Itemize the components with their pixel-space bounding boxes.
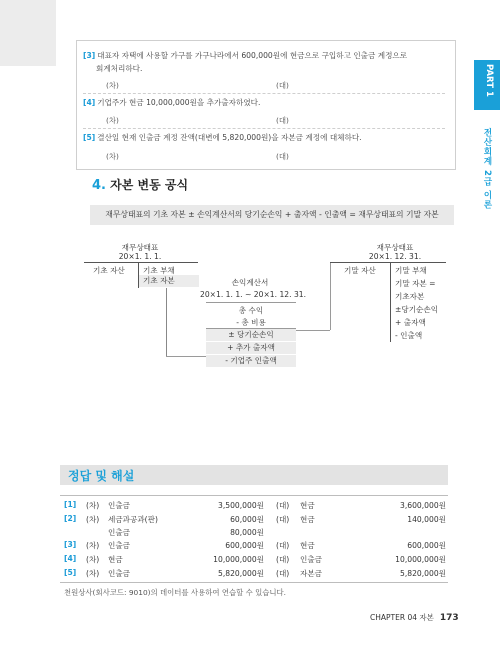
bs-begin-rule — [84, 262, 198, 263]
question-4: [4] 기업주가 현금 10,000,000원을 추가출자하였다. — [83, 98, 261, 107]
answer-num: [5] — [64, 568, 77, 577]
answer-cr-amt: 600,000원 — [407, 541, 446, 550]
divider — [83, 93, 445, 94]
question-3: [3] 대표자 자택에 사용할 가구를 가구나라에서 600,000원에 현금으로 구입하고 인출금 계정으로 — [83, 51, 408, 60]
answer-cr: (대) — [276, 541, 290, 550]
answer-num: [4] — [64, 554, 77, 563]
answer-dr-acct: 인출금 — [108, 541, 131, 550]
answer-row — [64, 568, 454, 582]
bs-end-rule — [330, 262, 446, 263]
bs-end-equity-line: 기초자본 — [395, 292, 425, 301]
answer-num: [1] — [64, 500, 77, 509]
bs-end-equity-box — [0, 0, 56, 66]
is-period: 20×1. 1. 1. ~ 20×1. 12. 31. — [200, 290, 307, 299]
page-footer — [370, 612, 459, 623]
q5-debit: (차) — [106, 152, 119, 161]
bs-end-equity-line: + 출자액 — [395, 318, 426, 327]
answer-cr-amt: 10,000,000원 — [395, 555, 446, 564]
q5-credit: (대) — [276, 152, 289, 161]
connector — [330, 262, 331, 330]
answer-cr: (대) — [276, 569, 290, 578]
answer-cr-acct: 현금 — [300, 541, 315, 550]
answer-cr-acct: 인출금 — [300, 555, 323, 564]
answer-dr-acct: 세금과공과(판) — [108, 515, 158, 524]
answer-dr: (차) — [86, 555, 100, 564]
answer-cr-acct: 현금 — [300, 515, 315, 524]
question-3-cont: 회계처리하다. — [96, 64, 143, 73]
answer-cr-amt: 3,600,000원 — [400, 501, 446, 510]
is-revenue: 총 수익 — [238, 306, 264, 315]
answer-cr: (대) — [276, 555, 290, 564]
practice-note: 천원상사(회사코드: 9010)의 데이터를 사용하여 연습할 수 있습니다. — [64, 588, 286, 597]
part-title: 전산회계 2급 이론 — [482, 128, 492, 210]
answer-row — [64, 527, 454, 541]
answer-dr-amt: 3,500,000원 — [218, 501, 264, 510]
bs-begin-date: 20×1. 1. 1. — [118, 252, 162, 261]
is-expense: - 총 비용 — [236, 318, 266, 327]
is-title: 손익계산서 — [231, 278, 269, 287]
bs-end-equity-line: - 인출액 — [395, 331, 423, 340]
bs-begin-liability: 기초 부채 — [143, 266, 175, 275]
answers-bottom-rule — [60, 582, 448, 583]
bs-end-equity-line: ±당기순손익 — [395, 305, 439, 314]
divider — [83, 128, 445, 129]
answer-cr: (대) — [276, 501, 290, 510]
answer-dr: (차) — [86, 515, 100, 524]
is-net-income: ± 당기순손익 — [206, 329, 296, 341]
q3-debit: (차) — [106, 81, 119, 90]
bs-end-title: 재무상태표 — [376, 243, 414, 252]
answer-dr-acct: 현금 — [108, 555, 123, 564]
answer-dr-amt: 600,000원 — [225, 541, 264, 550]
bs-begin-title: 재무상태표 — [121, 243, 159, 252]
bs-end-equity-line: 기말 자본 = — [395, 279, 436, 288]
is-rule — [206, 302, 296, 303]
answer-dr-amt: 80,000원 — [230, 528, 264, 537]
answer-cr-acct: 현금 — [300, 501, 315, 510]
bs-begin-asset: 기초 자산 — [93, 266, 125, 275]
connector — [166, 356, 206, 357]
connector — [166, 288, 167, 356]
answer-cr-amt: 140,000원 — [407, 515, 446, 524]
formula-box: 재무상태표의 기초 자본 ± 손익계산서의 당기순손익 + 출자액 - 인출액 = 재무상태표의 기말 자본 — [90, 205, 454, 225]
is-contribution: + 추가 출자액 — [206, 342, 296, 354]
part-label: PART 1 — [484, 64, 494, 97]
answer-dr-amt: 10,000,000원 — [213, 555, 264, 564]
answer-dr-amt: 60,000원 — [230, 515, 264, 524]
bs-begin-equity: 기초 자본 — [139, 275, 199, 287]
answer-row — [64, 514, 454, 528]
answer-num: [3] — [64, 540, 77, 549]
bs-end-liability: 기말 부채 — [395, 266, 427, 275]
connector — [296, 330, 330, 331]
bs-end-date: 20×1. 12. 31. — [368, 252, 422, 261]
chapter-label: CHAPTER 04 자본 — [370, 613, 434, 622]
answers-header: 정답 및 해설 — [60, 465, 448, 485]
answer-row — [64, 554, 454, 568]
answer-dr-acct: 인출금 — [108, 528, 131, 537]
answer-row — [64, 540, 454, 554]
section-title: 4. 자본 변동 공식 — [92, 178, 189, 193]
bs-end-asset: 기말 자산 — [344, 266, 376, 275]
question-5: [5] 결산일 현재 인출금 계정 잔액(대변에 5,820,000원)을 자본금 계정에 대체하다. — [83, 133, 362, 142]
answer-dr-acct: 인출금 — [108, 501, 131, 510]
answer-cr-amt: 5,820,000원 — [400, 569, 446, 578]
answer-cr: (대) — [276, 515, 290, 524]
q4-credit: (대) — [276, 116, 289, 125]
is-withdrawal: - 기업주 인출액 — [206, 355, 296, 367]
answer-dr: (차) — [86, 501, 100, 510]
answer-dr-acct: 인출금 — [108, 569, 131, 578]
answer-dr-amt: 5,820,000원 — [218, 569, 264, 578]
bs-end-divider — [390, 262, 391, 342]
answer-row — [64, 500, 454, 514]
q4-debit: (차) — [106, 116, 119, 125]
page-number: 173 — [439, 613, 459, 623]
q3-credit: (대) — [276, 81, 289, 90]
answer-dr: (차) — [86, 569, 100, 578]
answers-top-rule — [60, 495, 448, 496]
answer-cr-acct: 자본금 — [300, 569, 323, 578]
answer-dr: (차) — [86, 541, 100, 550]
answer-num: [2] — [64, 514, 77, 523]
